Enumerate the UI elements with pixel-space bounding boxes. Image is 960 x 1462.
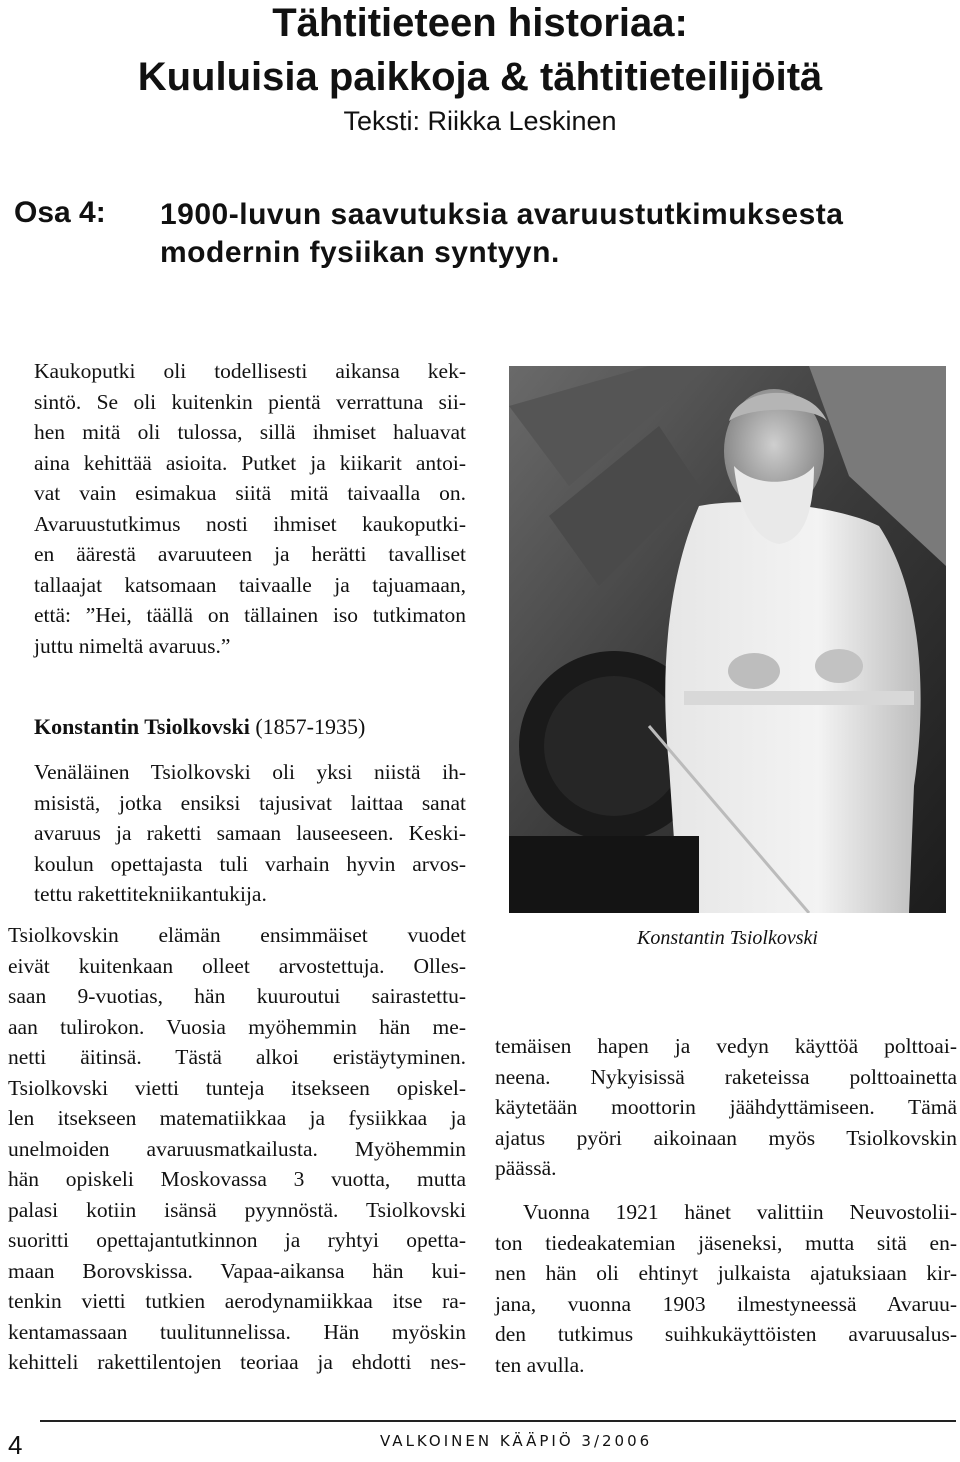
text-line: Tsiolkovskin elämän ensimmäiset vuodet	[8, 923, 466, 947]
text-line: misistä, jotka ensiksi tajusivat laittaa sanat	[34, 790, 466, 815]
page-number: 4	[8, 1430, 23, 1460]
text-line: palasi kotiin isänsä pyynnöstä. Tsiolkovski	[8, 1197, 466, 1222]
section-heading-name: Konstantin Tsiolkovski	[34, 714, 250, 739]
text-line: juttu nimeltä avaruus.”	[34, 633, 231, 658]
text-line: suoritti opettajantutkinnon ja ryhtyi opetta-	[8, 1228, 466, 1252]
part-title	[160, 196, 940, 272]
magazine-name: VALKOINEN KÄÄPIÖ 3/2006	[380, 1432, 653, 1450]
text-line: vat vain esimakua siitä mitä taivaalla on.	[34, 481, 466, 505]
part-title-line-1: 1900-luvun saavutuksia avaruustutkimuksesta	[160, 198, 844, 231]
text-line: Avaruustutkimus nosti ihmiset kaukoputki-	[34, 511, 466, 536]
right-paragraph-1	[495, 1031, 957, 1184]
text-line: en äärestä avaruuteen ja herätti tavalliset	[34, 542, 466, 566]
text-line: len itsekseen matematiikkaa ja fysiikkaa ja	[8, 1106, 466, 1130]
text-line: ton tiedeakatemian jäseneksi, mutta sitä en-	[495, 1230, 957, 1255]
part-label: Osa 4:	[14, 196, 106, 229]
text-line: unelmoiden avaruusmatkailusta. Myöhemmin	[8, 1136, 466, 1161]
text-line: Vuonna 1921 hänet valittiin Neuvostolii-	[523, 1200, 957, 1224]
right-paragraph-2	[495, 1197, 957, 1380]
text-line: ten avulla.	[495, 1352, 585, 1377]
text-line: tallaajat katsomaan taivaalle ja tajuamaan,	[34, 572, 466, 597]
text-line: Tsiolkovski vietti tunteja itsekseen opiskel-	[8, 1075, 466, 1100]
text-line: jana, vuonna 1903 ilmestyneessä Avaruu-	[495, 1291, 957, 1316]
section-heading	[34, 714, 365, 740]
intro-paragraph	[34, 356, 466, 661]
title-line-2: Kuuluisia paikkoja & tähtitieteilijöitä	[137, 55, 823, 99]
text-line: nen hän oli ehtinyt julkaista ajatuksiaan kir-	[495, 1261, 957, 1285]
section-heading-years: (1857-1935)	[255, 714, 366, 739]
text-line: päässä.	[495, 1156, 557, 1180]
text-line: saan 9-vuotias, hän kuuroutui sairastettu-	[8, 984, 466, 1008]
text-line: temäisen hapen ja vedyn käyttöä polttoai-	[495, 1034, 957, 1058]
text-line: kentamassaan tuulitunnelissa. Hän myöskin	[8, 1319, 466, 1344]
text-line: hen mitä oli tulossa, sillä ihmiset haluavat	[34, 420, 466, 444]
text-line: aan tulirokon. Vuosia myöhemmin hän me-	[8, 1014, 466, 1039]
text-line: den tutkimus suihkukäyttöisten avaruusalus-	[495, 1322, 957, 1346]
text-line: hän opiskeli Moskovassa 3 vuotta, mutta	[8, 1167, 466, 1191]
text-line: neena. Nykyisissä raketeissa polttoainetta	[495, 1064, 957, 1089]
text-line: avaruus ja raketti samaan lauseeseen. Keski-	[34, 821, 466, 845]
text-line: ajatus pyöri aikoinaan myös Tsiolkovskin	[495, 1125, 957, 1150]
text-line: aina kehittää asioita. Putket ja kiikarit antoi-	[34, 450, 466, 475]
part-title-line-2: modernin fysiikan syntyyn.	[160, 236, 560, 269]
text-line: eivät kuitenkaan olleet arvostettuja. Olles-	[8, 953, 466, 978]
title-line-1: Tähtitieteen historiaa:	[272, 1, 688, 45]
text-line: Venäläinen Tsiolkovski oli yksi niistä ih-	[34, 760, 466, 784]
text-line: tettu rakettitekniikantukija.	[34, 882, 267, 906]
footer-rule	[40, 1420, 956, 1422]
text-line: netti äitinsä. Tästä alkoi eristäytyminen.	[8, 1045, 466, 1069]
text-line: käytetään moottorin jäähdyttämiseen. Tämä	[495, 1095, 957, 1119]
body-paragraph-2	[8, 920, 466, 1378]
text-line: tenkin vietti tutkien aerodynamiikkaa itse ra-	[8, 1289, 466, 1313]
photo-caption: Konstantin Tsiolkovski	[637, 927, 818, 949]
text-line: että: ”Hei, täällä on tällainen iso tutkimaton	[34, 603, 466, 627]
text-line: koulun opettajasta tuli varhain hyvin arvos-	[34, 851, 466, 876]
text-line: Kaukoputki oli todellisesti aikansa kek-	[34, 359, 466, 383]
portrait-image	[509, 366, 946, 913]
body-paragraph-1	[34, 757, 466, 910]
text-line: maan Borovskissa. Vapaa-aikansa hän kui-	[8, 1258, 466, 1283]
portrait-photo	[509, 366, 946, 913]
text-line: sintö. Se oli kuitenkin pientä verrattuna sii-	[34, 389, 466, 414]
text-line: kehitteli rakettilentojen teoriaa ja ehdotti nes-	[8, 1350, 466, 1374]
byline: Teksti: Riikka Leskinen	[343, 106, 617, 136]
